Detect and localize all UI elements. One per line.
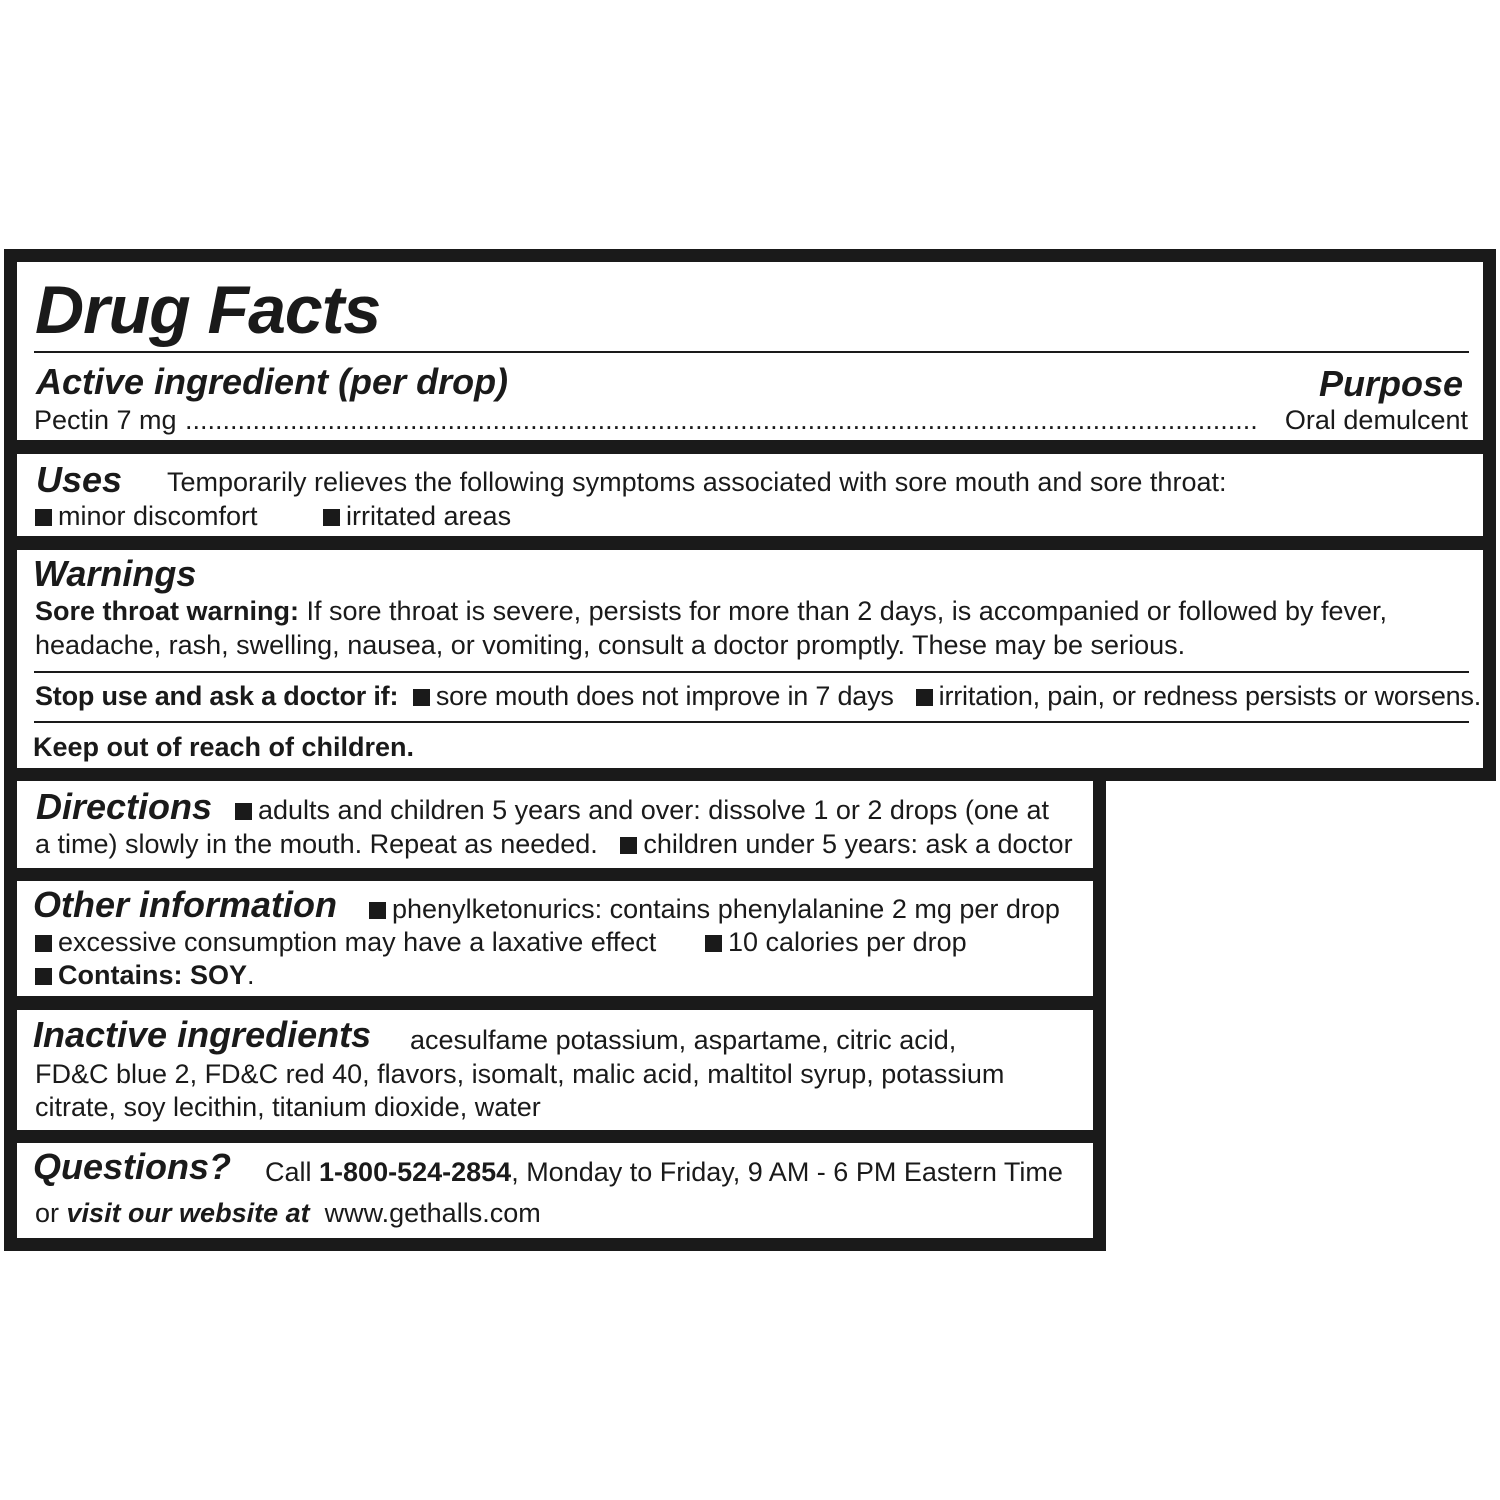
uses-item: irritated areas — [323, 503, 511, 530]
other-info-item: excessive consumption may have a laxative effect — [35, 929, 656, 956]
questions-phone-line: Call 1-800-524-2854, Monday to Friday, 9 AM - 6 PM Eastern Time — [265, 1157, 1063, 1187]
bullet-icon — [35, 968, 52, 985]
bullet-icon — [323, 509, 340, 526]
active-ingredient-panel — [17, 262, 1483, 440]
questions-heading: Questions? — [33, 1146, 232, 1187]
inactive-ingredients-text: acesulfame potassium, aspartame, citric acid, — [410, 1025, 957, 1055]
bullet-icon — [35, 935, 52, 952]
other-info-item: Contains: SOY. — [35, 962, 255, 989]
directions-item: adults and children 5 years and over: dissolve 1 or 2 drops (one at — [235, 797, 1049, 824]
inactive-ingredients-text: citrate, soy lecithin, titanium dioxide, water — [35, 1092, 541, 1122]
warnings-divider — [34, 721, 1469, 723]
keep-out-warning: Keep out of reach of children. — [33, 732, 415, 762]
inactive-ingredients-heading: Inactive ingredients — [33, 1014, 372, 1055]
uses-heading: Uses — [36, 459, 123, 500]
directions-item-cont: a time) slowly in the mouth. Repeat as needed. children under 5 years: ask a doctor — [35, 829, 1073, 859]
bullet-icon — [369, 902, 386, 919]
inactive-ingredients-panel — [17, 1010, 1093, 1130]
other-information-panel — [17, 881, 1093, 996]
questions-website-line: or visit our website at www.gethalls.com — [35, 1198, 541, 1228]
purpose-heading: Purpose — [1318, 363, 1463, 404]
bullet-icon — [35, 509, 52, 526]
sore-throat-warning: Sore throat warning: If sore throat is severe, persists for more than 2 days, is accompanied or followed by fever, — [35, 596, 1388, 626]
title-divider — [34, 351, 1469, 353]
website-link[interactable]: www.gethalls.com — [324, 1198, 541, 1228]
warnings-heading: Warnings — [33, 553, 197, 594]
page-title: Drug Facts — [35, 272, 381, 348]
warnings-panel — [17, 550, 1483, 768]
uses-text: Temporarily relieves the following symptoms associated with sore mouth and sore throat: — [167, 467, 1227, 497]
ingredient-name: Pectin 7 mg — [34, 405, 177, 435]
other-info-item: phenylketonurics: contains phenylalanine 2 mg per drop — [369, 896, 1060, 923]
sore-throat-warning-cont: headache, rash, swelling, nausea, or vomiting, consult a doctor promptly. These may be serious. — [35, 630, 1186, 660]
active-ingredient-heading: Active ingredient (per drop) — [36, 361, 509, 402]
bullet-icon — [413, 689, 430, 706]
stop-use-warning: Stop use and ask a doctor if: sore mouth does not improve in 7 days irritation, pain, or redness persists or worsens. — [35, 681, 1482, 711]
phone-number[interactable]: 1-800-524-2854 — [319, 1157, 512, 1187]
questions-panel — [17, 1143, 1093, 1238]
bullet-icon — [620, 837, 637, 854]
other-info-item: 10 calories per drop — [705, 929, 967, 956]
directions-panel — [17, 781, 1093, 868]
bullet-icon — [916, 689, 933, 706]
warnings-divider — [34, 671, 1469, 673]
bullet-icon — [705, 935, 722, 952]
ingredient-leader: ............................................................................................................................................... — [185, 407, 1258, 434]
uses-item: minor discomfort — [35, 503, 258, 530]
inactive-ingredients-text: FD&C blue 2, FD&C red 40, flavors, isomalt, malic acid, maltitol syrup, potassium — [35, 1059, 1005, 1089]
ingredient-purpose: Oral demulcent — [1284, 405, 1468, 435]
other-information-heading: Other information — [33, 884, 337, 925]
uses-panel — [17, 454, 1483, 536]
directions-heading: Directions — [36, 786, 213, 827]
bullet-icon — [235, 803, 252, 820]
